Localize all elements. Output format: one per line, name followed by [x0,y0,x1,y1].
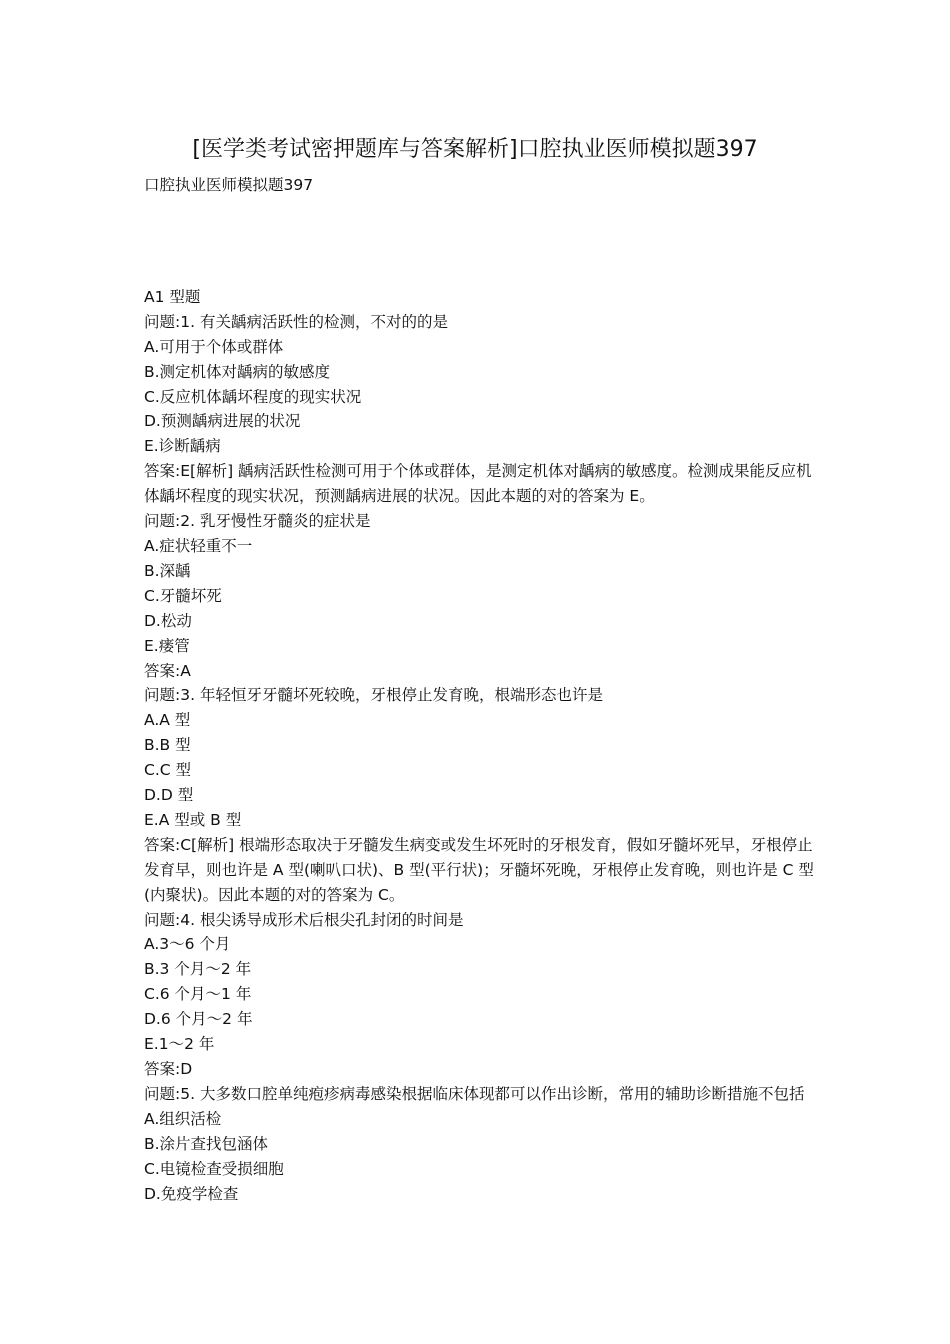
question-option: A.A 型 [144,711,191,730]
question-answer: 答案:C[解析] 根端形态取决于牙髓发生病变或发生坏死时的牙根发育，假如牙髓坏死早，牙根停止发育早，则也许是 A 型(喇叭口状)、B 型(平行状)；牙髓坏死晚，牙根停止发育晚，则也许是 C 型(内聚状)。因此本题的对的答案为 C。 [144,835,814,904]
question-option: D.D 型 [144,786,194,805]
question-option: B.测定机体对龋病的敏感度 [144,362,331,381]
question-stem: 问题:3. 年轻恒牙牙髓坏死较晚，牙根停止发育晚，根端形态也许是 [144,686,603,705]
question-option: C.C 型 [144,761,191,780]
question-option: D.6 个月～2 年 [144,1010,253,1029]
question-option: D.松动 [144,611,192,630]
question-stem: 问题:4. 根尖诱导成形术后根尖孔封闭的时间是 [144,910,464,929]
question-option: C.反应机体龋坏程度的现实状况 [144,387,362,406]
section-heading: A1 型题 [144,287,201,306]
question-option: B.3 个月～2 年 [144,960,252,979]
document-title: [医学类考试密押题库与答案解析]口腔执业医师模拟题397 [192,137,758,162]
question-option: D.免疫学检查 [144,1184,239,1203]
question-option: C.牙髓坏死 [144,586,222,605]
question-option: E.诊断龋病 [144,437,221,456]
question-option: B.深龋 [144,561,191,580]
document-body [144,173,824,1206]
question-option: A.症状轻重不一 [144,536,253,555]
question-stem: 问题:2. 乳牙慢性牙髓炎的症状是 [144,512,371,531]
question-option: A.可用于个体或群体 [144,337,284,356]
question-stem: 问题:5. 大多数口腔单纯疱疹病毒感染根据临床体现都可以作出诊断，常用的辅助诊断措施不包括 [144,1084,805,1103]
question-option: C.电镜检查受损细胞 [144,1159,284,1178]
question-answer: 答案:D [144,1060,193,1078]
question-option: E.1～2 年 [144,1035,215,1054]
question-option: A.组织活检 [144,1109,222,1128]
question-stem: 问题:1. 有关龋病活跃性的检测，不对的的是 [144,312,448,331]
question-option: D.预测龋病进展的状况 [144,412,301,431]
question-answer: 答案:E[解析] 龋病活跃性检测可用于个体或群体，是测定机体对龋病的敏感度。检测成果能反应机体龋坏程度的现实状况，预测龋病进展的状况。因此本题的对的答案为 E。 [144,462,812,506]
question-option: E.A 型或 B 型 [144,810,242,829]
question-option: C.6 个月～1 年 [144,985,252,1004]
question-option: B.B 型 [144,736,191,755]
document-subtitle: 口腔执业医师模拟题397 [144,176,314,194]
question-answer: 答案:A [144,661,191,680]
question-option: B.涂片查找包涵体 [144,1134,269,1153]
question-option: A.3～6 个月 [144,935,231,954]
question-option: E.瘘管 [144,636,190,655]
